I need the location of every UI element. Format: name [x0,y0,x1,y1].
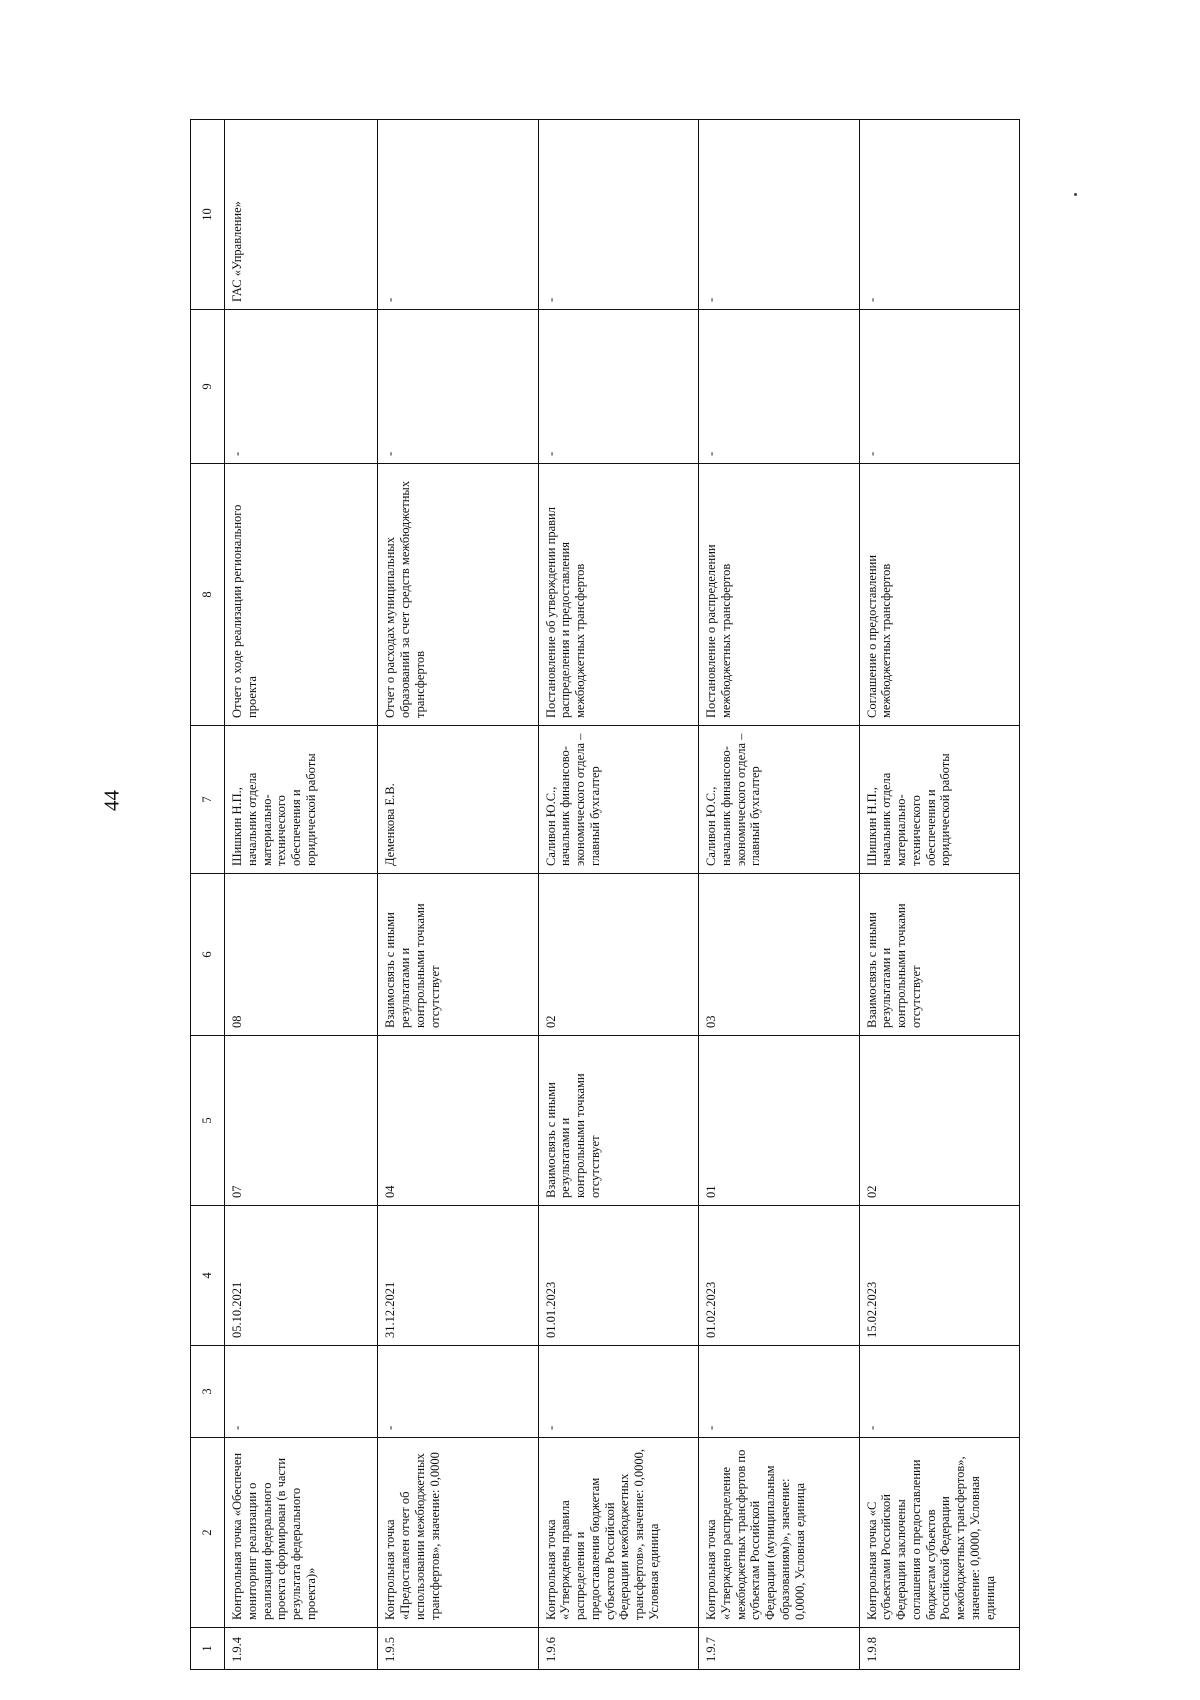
info-system-cell: ГАС «Управление» [225,120,378,310]
cell-col-6: 02 [538,874,698,1036]
cell-col-6: 03 [699,874,859,1036]
cell-col-5: Взаимосвязь с иными результатами и контрольными точками отсутствует [538,1036,698,1206]
control-point-name: Контрольная точка «Утверждено распределение межбюджетных трансфертов по субъектам Российской Федерации (муниципальным образованиям)», значение: 0,0000, Условная единица [699,1438,859,1628]
date-cell: 01.02.2023 [699,1206,859,1346]
header-col-8: 8 [191,464,225,726]
table-row [378,120,538,1670]
responsible-cell: Шишкин Н.П., начальник отдела материально-технического обеспечения и юридической работы [225,726,378,874]
responsible-cell: Деменкова Е.В. [378,726,538,874]
row-number: 1.9.8 [859,1628,1019,1670]
control-points-table [190,119,1020,1670]
info-system-cell: - [859,120,1019,310]
cell-col-5: 07 [225,1036,378,1206]
document-cell: Соглашение о предоставлении межбюджетных трансфертов [859,464,1019,726]
cell-col-3: - [378,1346,538,1438]
header-col-7: 7 [191,726,225,874]
row-number: 1.9.6 [538,1628,698,1670]
cell-col-5: 04 [378,1036,538,1206]
cell-col-9: - [378,310,538,464]
page-number: 44 [99,790,124,811]
date-cell: 15.02.2023 [859,1206,1019,1346]
header-col-3: 3 [191,1346,225,1438]
control-point-name: Контрольная точка «Утверждены правила распределения и предоставления бюджетам субъектов Российской Федерации межбюджетных трансфертов», значение: 0,0000, Условная единица [538,1438,698,1628]
header-col-6: 6 [191,874,225,1036]
row-number: 1.9.7 [699,1628,859,1670]
header-row [191,120,225,1670]
table-row [538,120,698,1670]
cell-col-6: Взаимосвязь с иными результатами и контрольными точками отсутствует [859,874,1019,1036]
control-point-name: Контрольная точка «Обеспечен мониторинг реализации о реализации федерального проекта сформирован (в части результата федерального проекта)» [225,1438,378,1628]
info-system-cell: - [378,120,538,310]
header-col-9: 9 [191,310,225,464]
date-cell: 31.12.2021 [378,1206,538,1346]
scan-dot [1074,193,1077,196]
document-cell: Отчет о расходах муниципальных образований за счет средств межбюджетных трансфертов [378,464,538,726]
header-col-4: 4 [191,1206,225,1346]
table-row [225,120,378,1670]
control-point-name: Контрольная точка «Предоставлен отчет об использовании межбюджетных трансфертов», значение: 0,0000 [378,1438,538,1628]
cell-col-9: - [538,310,698,464]
document-cell: Отчет о ходе реализации регионального проекта [225,464,378,726]
cell-col-3: - [538,1346,698,1438]
control-point-name: Контрольная точка «С субъектами Российской Федерации заключены соглашения о предоставлении бюджетам субъектов Российской Федерации межбюджетных трансфертов», значение: 0,0000, Условная единица [859,1438,1019,1628]
header-col-10: 10 [191,120,225,310]
header-col-1: 1 [191,1628,225,1670]
table-row [699,120,859,1670]
document-cell: Постановление об утверждении правил распределения и предоставления межбюджетных трансфертов [538,464,698,726]
header-col-5: 5 [191,1036,225,1206]
table-frame [190,120,1020,1670]
header-col-2: 2 [191,1438,225,1628]
document-cell: Постановление о распределении межбюджетных трансфертов [699,464,859,726]
cell-col-5: 01 [699,1036,859,1206]
responsible-cell: Саливон Ю.С., начальник финансово-экономического отдела – главный бухгалтер [699,726,859,874]
row-number: 1.9.5 [378,1628,538,1670]
table-row [859,120,1019,1670]
cell-col-9: - [859,310,1019,464]
responsible-cell: Саливон Ю.С., начальник финансово-экономического отдела – главный бухгалтер [538,726,698,874]
cell-col-9: - [699,310,859,464]
cell-col-3: - [699,1346,859,1438]
cell-col-9: - [225,310,378,464]
date-cell: 05.10.2021 [225,1206,378,1346]
row-number: 1.9.4 [225,1628,378,1670]
responsible-cell: Шишкин Н.П., начальник отдела материально-технического обеспечения и юридической работы [859,726,1019,874]
cell-col-6: 08 [225,874,378,1036]
date-cell: 01.01.2023 [538,1206,698,1346]
cell-col-5: 02 [859,1036,1019,1206]
info-system-cell: - [538,120,698,310]
cell-col-6: Взаимосвязь с иными результатами и контрольными точками отсутствует [378,874,538,1036]
cell-col-3: - [225,1346,378,1438]
info-system-cell: - [699,120,859,310]
cell-col-3: - [859,1346,1019,1438]
